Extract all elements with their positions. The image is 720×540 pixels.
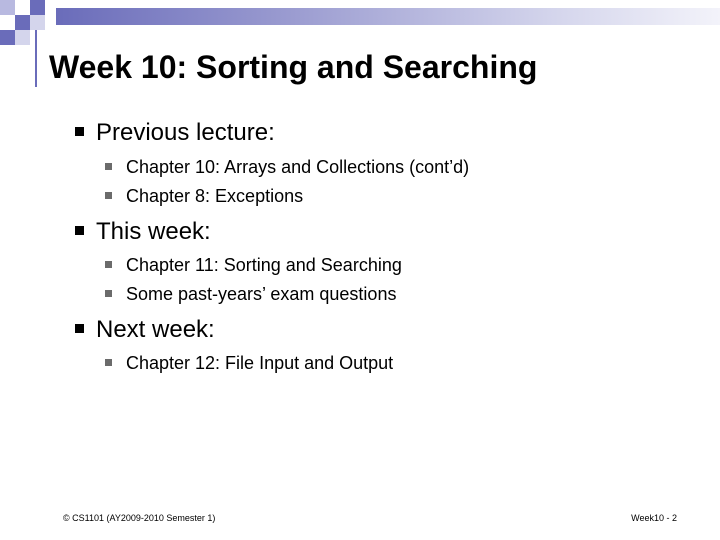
list-item <box>105 284 396 305</box>
section-previous-lecture <box>75 119 275 147</box>
slide-title: Week 10: Sorting and Searching <box>49 49 538 85</box>
list-item <box>105 157 469 178</box>
deco-square-4 <box>0 15 15 30</box>
list-item <box>105 186 303 207</box>
deco-square-5 <box>15 15 30 30</box>
list-item-text: Chapter 11: Sorting and Searching <box>126 255 402 275</box>
list-item-text: Chapter 8: Exceptions <box>126 186 304 206</box>
list-item-text: Chapter 12: File Input and Output <box>126 353 394 373</box>
header-gradient-bar <box>56 8 720 25</box>
deco-square-2 <box>15 0 30 15</box>
deco-square-8 <box>30 15 45 30</box>
square-bullet-icon <box>105 261 112 268</box>
square-bullet-icon <box>75 127 84 136</box>
section-next-week <box>75 316 215 344</box>
deco-square-6 <box>0 30 15 45</box>
square-bullet-icon <box>75 324 84 333</box>
footer-copyright: © CS1101 (AY2009-2010 Semester 1) <box>63 513 216 523</box>
list-item-text: Some past-years’ exam questions <box>126 284 397 304</box>
square-bullet-icon <box>105 290 112 297</box>
footer-slide-number: Week10 - 2 <box>631 513 677 523</box>
square-bullet-icon <box>75 226 84 235</box>
section-this-week <box>75 218 211 246</box>
list-item <box>105 255 402 276</box>
section-heading: Previous lecture: <box>96 119 275 146</box>
square-bullet-icon <box>105 359 112 366</box>
square-bullet-icon <box>105 192 112 199</box>
deco-square-7 <box>15 30 30 45</box>
section-heading: This week: <box>96 218 211 245</box>
list-item <box>105 353 393 374</box>
section-heading: Next week: <box>96 316 215 343</box>
list-item-text: Chapter 10: Arrays and Collections (cont’d) <box>126 157 470 177</box>
deco-square-1 <box>0 0 15 15</box>
deco-square-3 <box>30 0 45 15</box>
square-bullet-icon <box>105 163 112 170</box>
